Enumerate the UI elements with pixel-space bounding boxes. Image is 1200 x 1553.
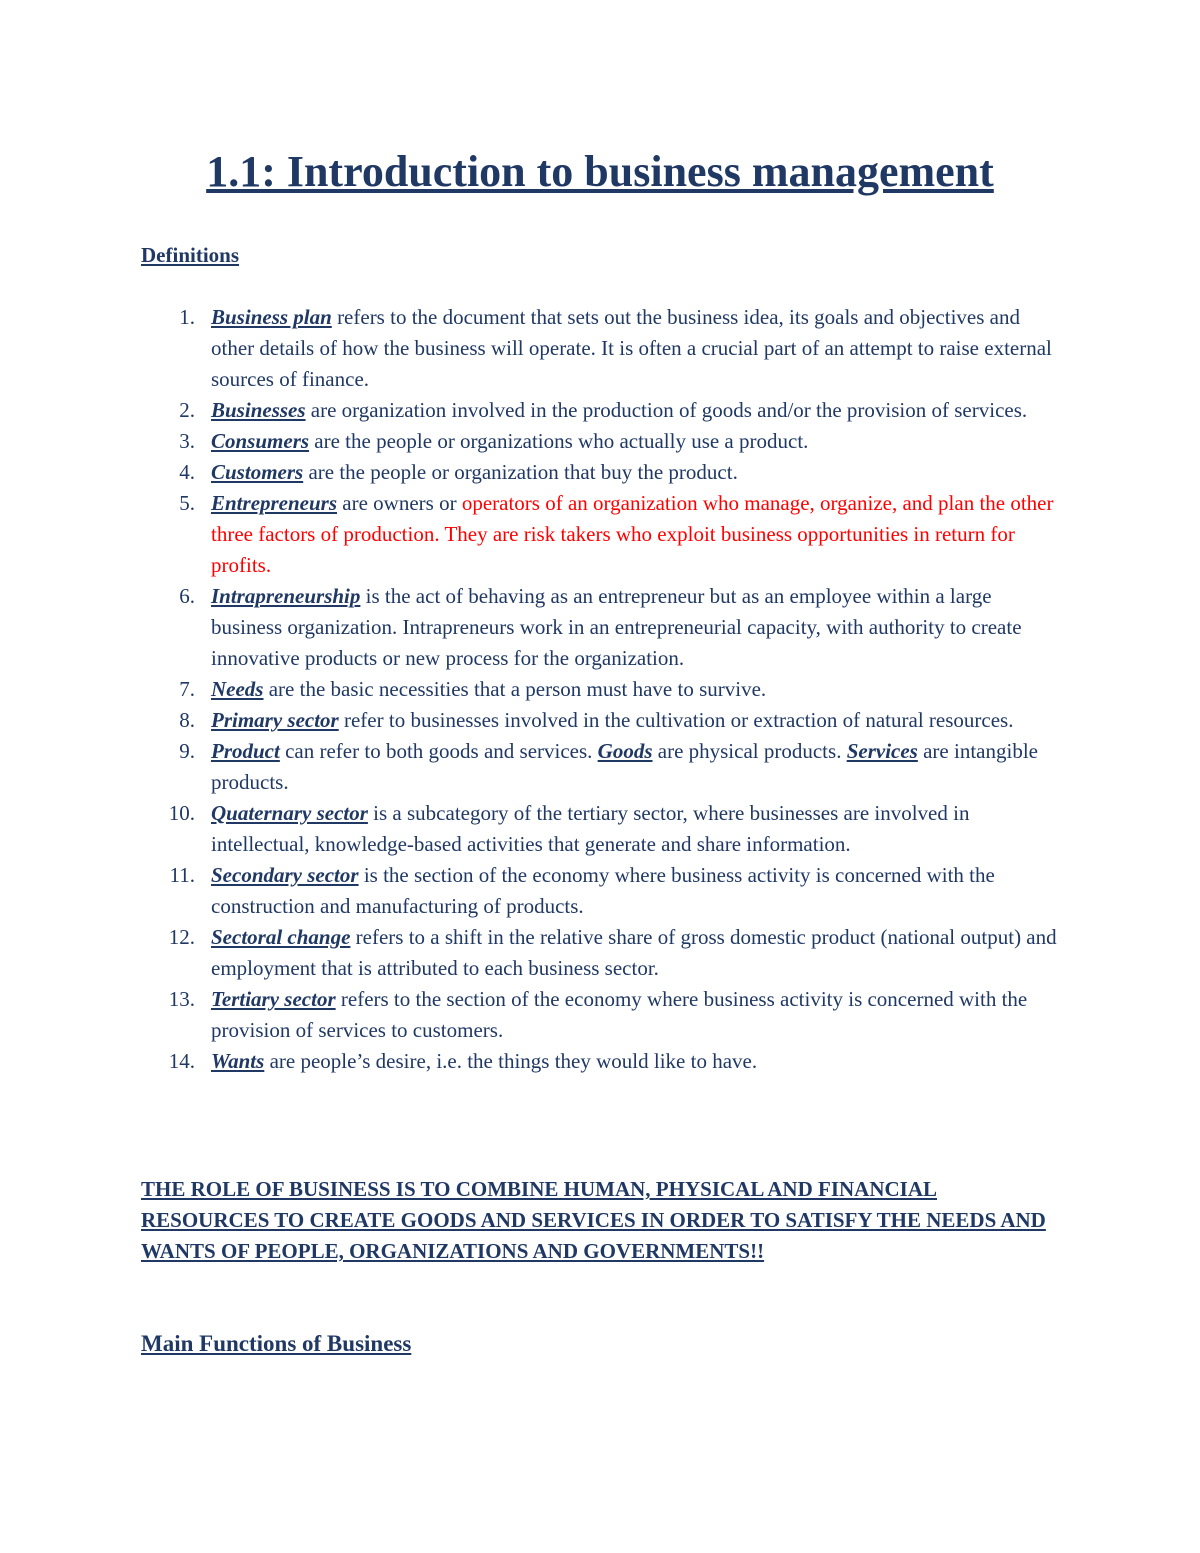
definition-item [141,426,1061,457]
role-statement: THE ROLE OF BUSINESS IS TO COMBINE HUMAN, PHYSICAL AND FINANCIAL RESOURCES TO CREATE GOODS AND SERVICES IN ORDER TO SATISFY THE NEEDS AND WANTS OF PEOPLE, ORGANIZATIONS AND GOVERNMENTS!! [141,1177,1046,1263]
definition-item [141,860,1061,922]
definition-term: Quaternary sector [211,801,368,825]
definition-item [141,457,1061,488]
item-number: 4. [179,460,195,484]
definition-term: Sectoral change [211,925,351,949]
item-number: 1. [179,305,195,329]
definition-term: Consumers [211,429,310,453]
definitions-list [141,302,1061,1077]
definition-term: Primary sector [211,708,339,732]
definition-text: are organization involved in the production of goods and/or the provision of services. [305,398,1028,422]
definition-text: are physical products. [652,739,847,763]
definition-term: Needs [211,677,264,701]
item-number: 13. [168,987,195,1011]
definition-term: Tertiary sector [211,987,336,1011]
page-title: 1.1: Introduction to business management [206,147,994,196]
definition-item [141,736,1061,798]
definition-term: Customers [211,460,304,484]
definition-term: Businesses [211,398,306,422]
item-number: 7. [179,677,195,701]
definition-term: Goods [597,739,653,763]
definition-text: is the section of the economy where business activity is concerned with the construction and manufacturing of products. [211,863,995,918]
item-number: 2. [179,398,195,422]
item-number: 6. [179,584,195,608]
definition-term: Business plan [211,305,332,329]
definition-item [141,1046,1061,1077]
highlighted-text: operators of an organization who manage, organize, and plan the other three factors of production. They are risk takers who exploit business opportunities in return for profits. [211,491,1054,577]
definition-text: can refer to both goods and services. [279,739,598,763]
definition-text: is the act of behaving as an entrepreneur but as an employee within a large business organization. Intrapreneurs work in an entrepreneurial capacity, with authority to create innovative products or new process for the organization. [211,584,1022,670]
definition-text: are intangible products. [211,739,1038,794]
definition-item [141,674,1061,705]
definition-term: Intrapreneurship [211,584,361,608]
definition-text: are owners or [337,491,462,515]
definition-text: are the basic necessities that a person must have to survive. [263,677,767,701]
definition-text: refers to the document that sets out the business idea, its goals and objectives and other details of how the business will operate. It is often a crucial part of an attempt to raise external sources of finance. [211,305,1052,391]
definition-text: are the people or organizations who actually use a product. [309,429,809,453]
definition-item [141,302,1061,395]
item-number: 3. [179,429,195,453]
item-number: 5. [179,491,195,515]
item-number: 10. [168,801,195,825]
definition-item [141,705,1061,736]
definition-term: Services [846,739,918,763]
definition-term: Secondary sector [211,863,359,887]
definition-item [141,798,1061,860]
definition-item [141,488,1061,581]
definition-item [141,581,1061,674]
definition-term: Wants [211,1049,265,1073]
definitions-heading: Definitions [141,243,240,267]
definition-item [141,395,1061,426]
item-number: 14. [168,1049,195,1073]
main-functions-heading: Main Functions of Business [141,1331,412,1356]
item-number: 12. [168,925,195,949]
item-number: 8. [179,708,195,732]
definition-text: are the people or organization that buy the product. [303,460,738,484]
definition-item [141,984,1061,1046]
item-number: 11. [169,863,195,887]
definition-text: refers to a shift in the relative share of gross domestic product (national output) and employment that is attributed to each business sector. [211,925,1057,980]
definition-term: Entrepreneurs [211,491,338,515]
definition-text: are people’s desire, i.e. the things they would like to have. [264,1049,758,1073]
item-number: 9. [179,739,195,763]
definition-text: refer to businesses involved in the cultivation or extraction of natural resources. [338,708,1014,732]
definition-text: is a subcategory of the tertiary sector, where businesses are involved in intellectual, knowledge-based activities that generate and share information. [211,801,970,856]
definition-text: refers to the section of the economy where business activity is concerned with the provision of services to customers. [211,987,1028,1042]
definition-item [141,922,1061,984]
definition-term: Product [211,739,280,763]
